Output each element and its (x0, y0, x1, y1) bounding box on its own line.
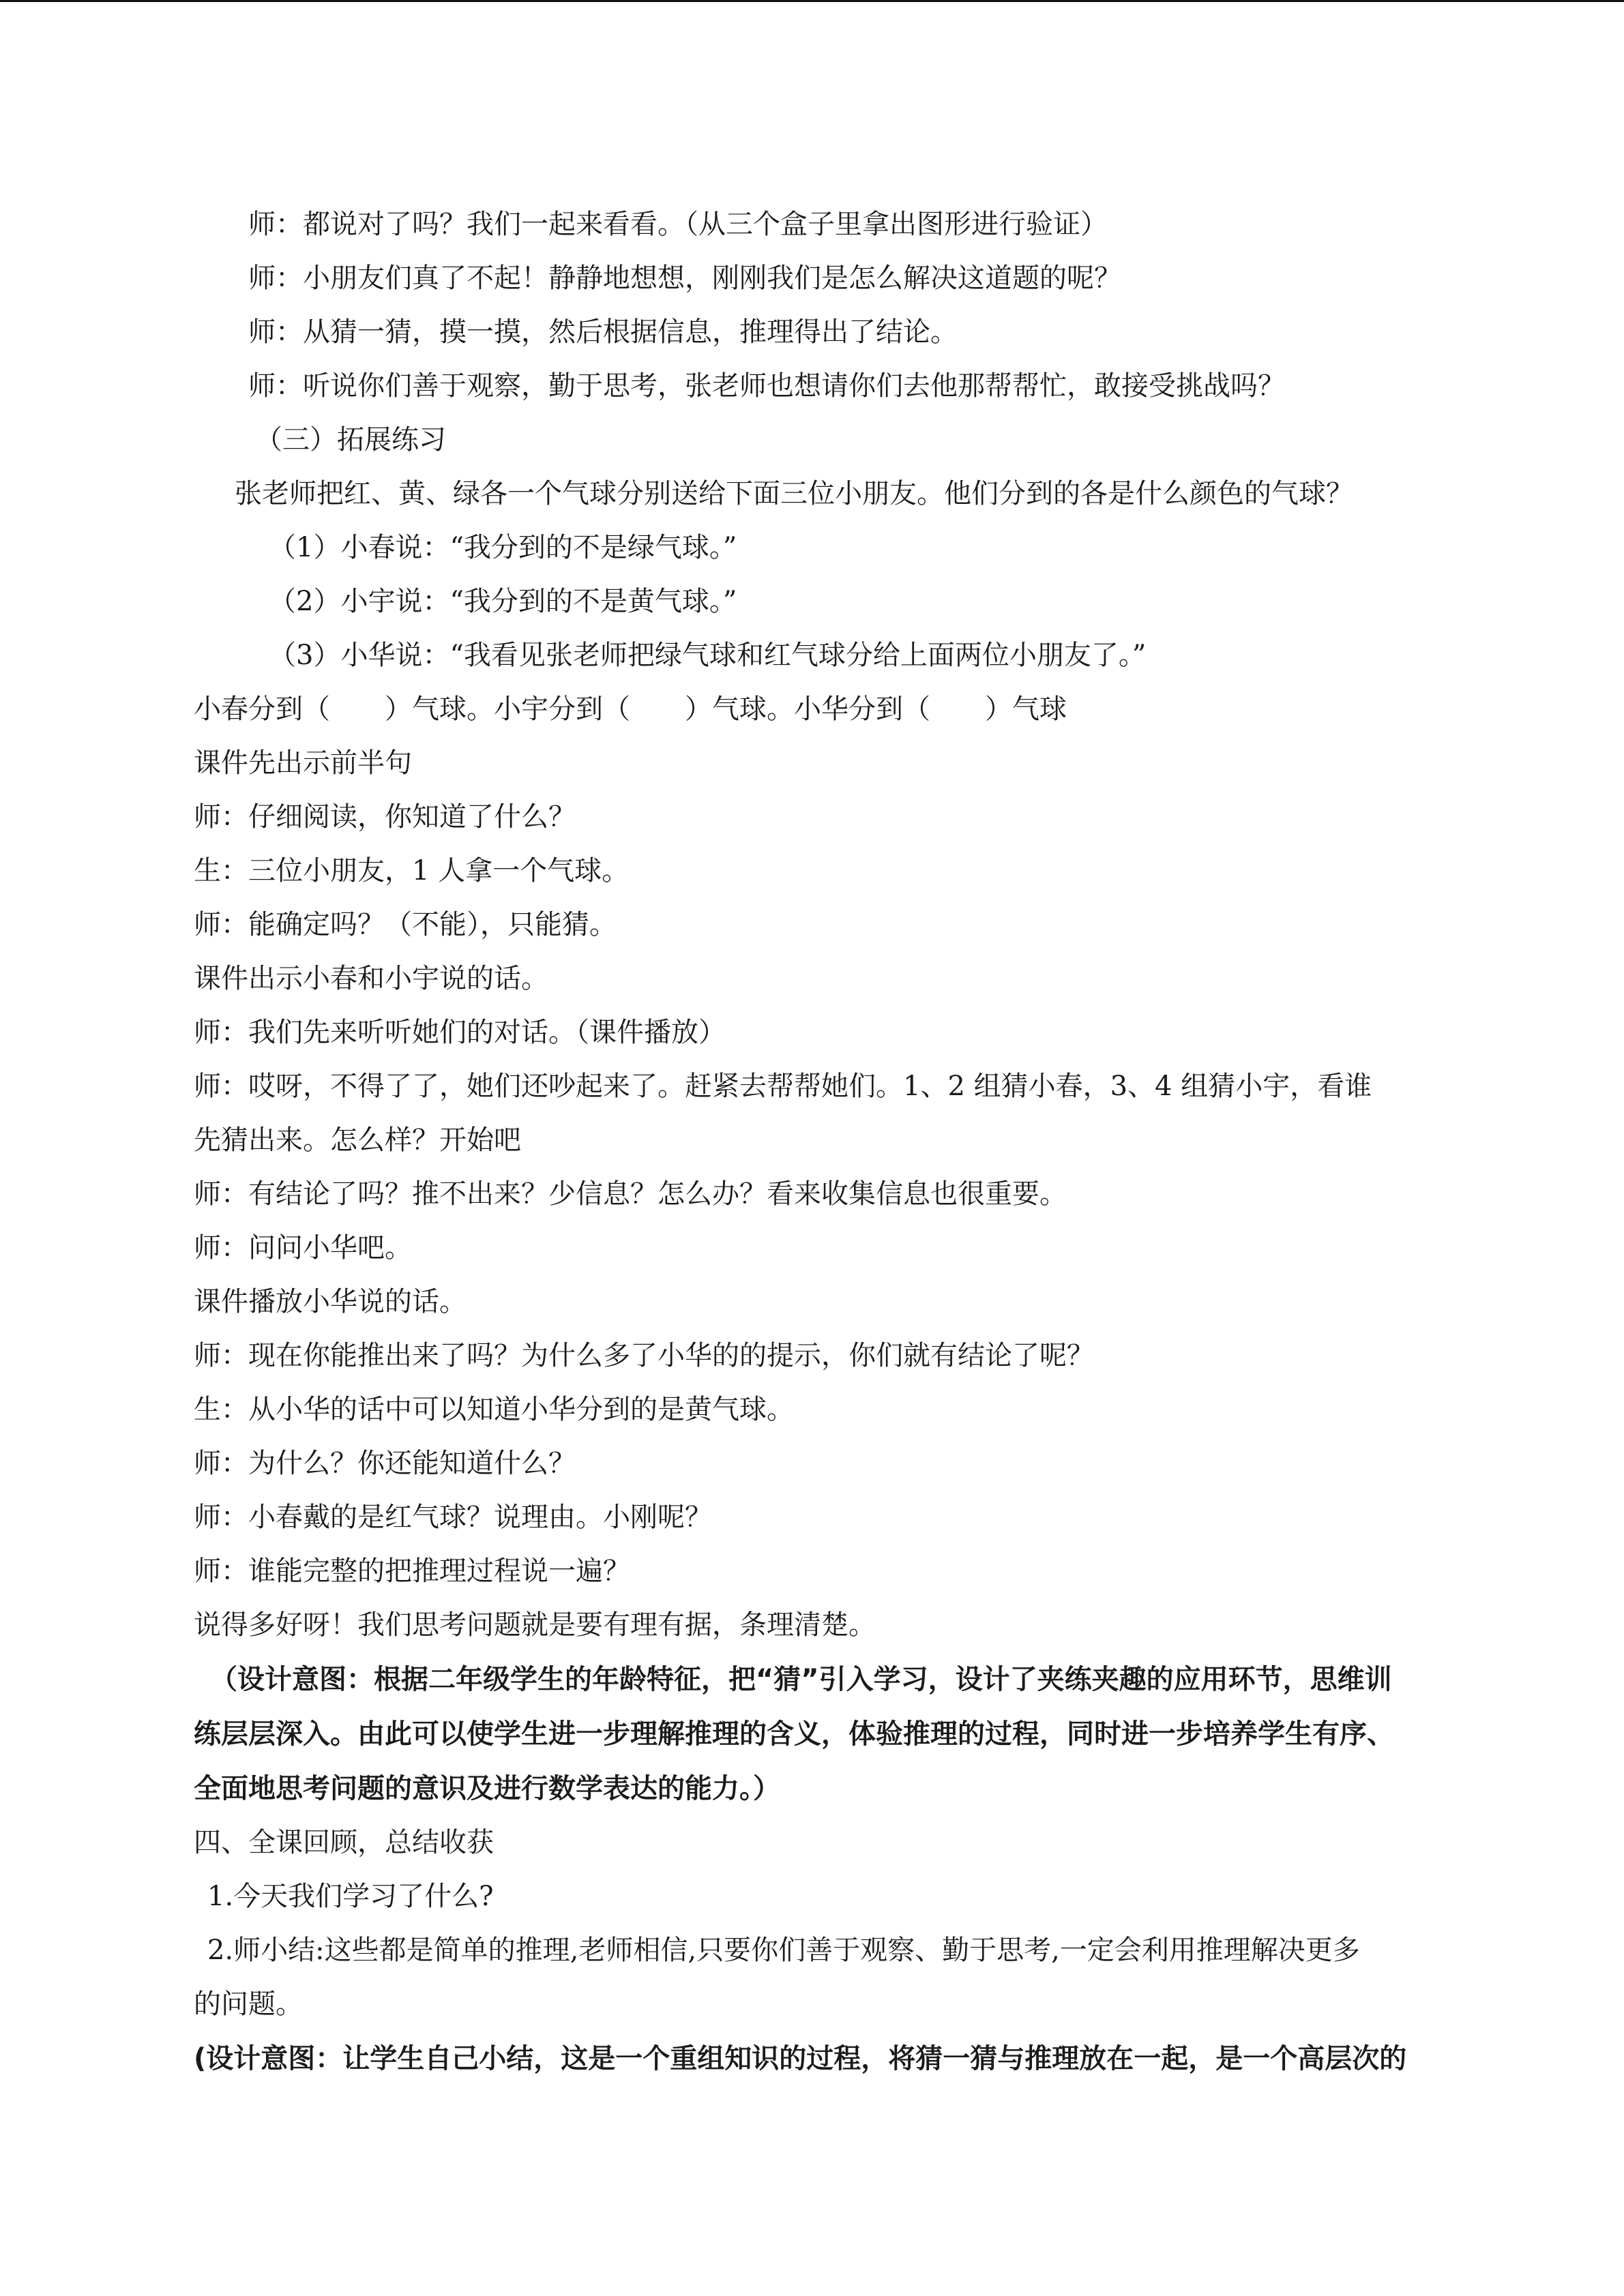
text-line: 生：三位小朋友，1 人拿一个气球。 (194, 855, 630, 886)
text-line: 师：为什么？你还能知道什么？ (194, 1448, 576, 1479)
design-note-2: (设计意图：让学生自己小结，这是一个重组知识的过程，将猜一猜与推理放在一起，是一个高层次的 (194, 2043, 1407, 2074)
text-line: 师：仔细阅读，你知道了什么？ (194, 801, 576, 833)
text-line: 生：从小华的话中可以知道小华分到的是黄气球。 (194, 1394, 794, 1425)
text-line: 说得多好呀！我们思考问题就是要有理有据，条理清楚。 (194, 1609, 876, 1641)
text-line: 张老师把红、黄、绿各一个气球分别送给下面三位小朋友。他们分到的各是什么颜色的气球？ (235, 478, 1353, 509)
review-item-1: 1.今天我们学习了什么? (207, 1881, 494, 1912)
text-line: 先猜出来。怎么样？开始吧 (194, 1124, 521, 1156)
text-line: 师：现在你能推出来了吗？为什么多了小华的的提示，你们就有结论了呢？ (194, 1340, 1094, 1371)
design-note-1-line-2: 练层层深入。由此可以使学生进一步理解推理的含义，体验推理的过程，同时进一步培养学生有序、 (194, 1718, 1394, 1750)
text-line: 师：能确定吗？（不能），只能猜。 (194, 909, 617, 940)
lesson-dialogue (194, 198, 1442, 1652)
page-top-border (0, 0, 1624, 2)
text-line: 课件播放小华说的话。 (194, 1286, 467, 1317)
text-line: 课件先出示前半句 (194, 747, 412, 779)
text-line: 师：问问小华吧。 (194, 1232, 412, 1264)
text-line: （2）小宇说：“我分到的不是黄气球。” (269, 586, 737, 617)
design-note-1-line-3: 全面地思考问题的意识及进行数学表达的能力。） (194, 1773, 780, 1804)
text-line: 师：听说你们善于观察，勤于思考，张老师也想请你们去他那帮帮忙，敢接受挑战吗？ (248, 370, 1285, 402)
text-line: （1）小春说：“我分到的不是绿气球。” (269, 532, 737, 563)
text-line: 师：小朋友们真了不起！静静地想想，刚刚我们是怎么解决这道题的呢？ (248, 263, 1121, 294)
text-line: 师：我们先来听听她们的对话。（课件播放） (194, 1017, 726, 1048)
design-note-1-line-1: （设计意图：根据二年级学生的年龄特征，把“猜”引入学习，设计了夹练夹趣的应用环节，思维训 (210, 1664, 1392, 1695)
text-line: 课件出示小春和小宇说的话。 (194, 963, 548, 994)
text-line: 小春分到（ ）气球。小宇分到（ ）气球。小华分到（ ）气球 (194, 694, 1067, 725)
text-line: 师：有结论了吗？推不出来？少信息？怎么办？看来收集信息也很重要。 (194, 1178, 1067, 1210)
document-page (194, 198, 1442, 2086)
text-line: 师：都说对了吗？我们一起来看看。（从三个盒子里拿出图形进行验证） (248, 209, 1108, 240)
text-line: 师：小春戴的是红气球？说理由。小刚呢？ (194, 1502, 712, 1533)
text-line: （3）小华说：“我看见张老师把绿气球和红气球分给上面两位小朋友了。” (269, 640, 1147, 671)
text-line: 师：谁能完整的把推理过程说一遍？ (194, 1555, 630, 1587)
text-line: 师：哎呀，不得了了，她们还吵起来了。赶紧去帮帮她们。1、2 组猜小春，3、4 组猜小宇，看谁 (194, 1071, 1372, 1102)
text-line: （三）拓展练习 (255, 424, 446, 456)
review-item-2: 2.师小结:这些都是简单的推理,老师相信,只要你们善于观察、勤于思考,一定会利用推理解决更多 (207, 1935, 1360, 1966)
text-line: 师：从猜一猜，摸一摸，然后根据信息，推理得出了结论。 (248, 316, 958, 348)
review-item-2-continued: 的问题。 (194, 1988, 303, 2020)
section-heading-review: 四、全课回顾，总结收获 (194, 1827, 494, 1858)
